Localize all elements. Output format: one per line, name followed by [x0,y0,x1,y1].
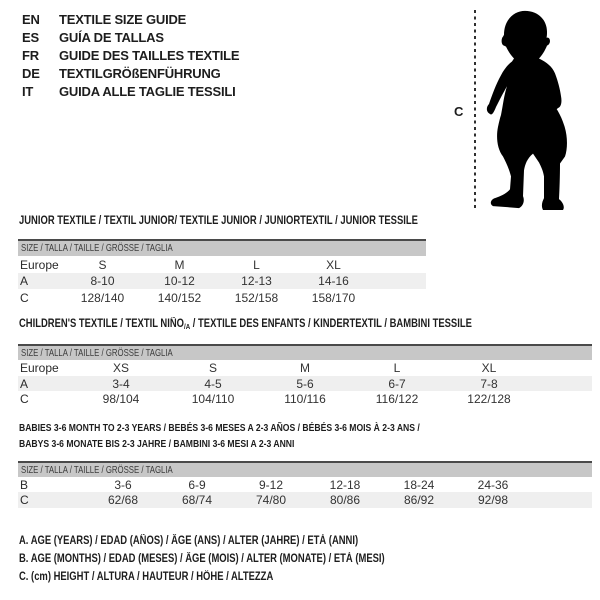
size-cell: M [174,257,185,272]
row-label: C [18,492,86,508]
lang-code: FR [22,48,39,63]
lang-label: GUIDE DES TAILLES TEXTILE [59,48,240,63]
value-cell: 122/128 [467,392,511,406]
size-header-row [18,462,592,477]
value-cell: 3-4 [75,376,167,391]
empty-cell [535,360,592,376]
height-measure-label: C [454,104,464,119]
size-cell: S [208,361,217,375]
size-columns-row [18,256,426,273]
size-header-cell [18,462,592,477]
value-cell: 3-6 [114,477,132,492]
region-label: Europe [20,361,59,375]
empty-cell [372,289,426,306]
size-header-text: SIZE / TALLA / TAILLE / GRÖSSE / TAGLIA [21,464,173,476]
value-cell: 86/92 [382,492,456,508]
babies-title-line2: BABYS 3-6 MONATE BIS 2-3 JAHRE / BAMBINI 3-6 MESI A 2-3 ANNI [19,438,295,450]
junior-title-text: JUNIOR TEXTILE / TEXTIL JUNIOR/ TEXTILE JUNIOR / JUNIORTEXTIL / JUNIOR TESSILE [19,215,418,227]
size-header-text: SIZE / TALLA / TAILLE / GRÖSSE / TAGLIA [21,243,173,254]
lang-label: GUIDA ALLE TAGLIE TESSILI [59,84,236,99]
legend-footnotes [19,532,465,586]
toddler-silhouette-icon [481,2,600,215]
value-cell: 68/74 [160,492,234,508]
row-label: A [18,376,75,391]
junior-section-title [19,215,505,227]
value-cell: 18-24 [403,477,435,492]
value-cell: 110/116 [284,392,326,406]
value-cell: 12-13 [218,273,295,289]
language-title-list [22,11,239,101]
age-row [18,273,426,289]
lang-code: ES [22,30,39,45]
value-cell: 6-7 [351,376,443,391]
size-header-cell [18,345,592,360]
lang-code: EN [22,12,40,27]
children-title-pre: CHILDREN'S TEXTILE / TEXTIL NIÑO [19,318,185,330]
lang-row-it [22,83,239,101]
babies-section-title [19,420,508,452]
value-cell: 158/170 [311,290,356,305]
size-header-row [18,240,426,256]
value-cell: 4-5 [167,376,259,391]
lang-code: DE [22,66,40,81]
value-cell: 8-10 [64,273,141,289]
value-cell: 116/122 [375,392,419,406]
height-row [18,492,592,508]
value-cell: 12-18 [329,477,361,492]
value-cell: 104/110 [191,392,235,406]
size-columns-row [18,360,592,376]
row-label: C [20,290,29,305]
age-row [18,376,592,391]
empty-cell [535,391,592,407]
value-cell: 10-12 [141,273,218,289]
footnote-a-text: A. AGE (YEARS) / EDAD (AÑOS) / ÂGE (ANS) / ALTER (JAHRE) / ETÀ (ANNI) [19,535,359,547]
value-cell: 5-6 [259,376,351,391]
value-cell: 80/86 [308,492,382,508]
value-cell: 9-12 [258,477,284,492]
babies-size-table [18,461,592,508]
lang-row-es [22,29,239,47]
children-title-text [19,318,472,331]
empty-cell [530,477,592,492]
empty-cell [372,256,426,273]
babies-title-line1: BABIES 3-6 MONTH TO 2-3 YEARS / BEBÉS 3-6 MESES A 2-3 AÑOS / BÉBÉS 3-6 MOIS À 2-3 ANS / [19,422,420,434]
size-header-text: SIZE / TALLA / TAILLE / GRÖSSE / TAGLIA [21,347,173,359]
height-figure [440,0,600,215]
size-cell: L [253,257,260,272]
value-cell: 24-36 [477,477,509,492]
value-cell: 14-16 [295,273,372,289]
lang-label: GUÍA DE TALLAS [59,30,164,45]
footnote-b [19,550,465,568]
region-label: Europe [20,257,59,272]
value-cell: 128/140 [80,290,125,305]
children-section-title [19,318,571,331]
children-size-table [18,344,592,407]
row-label: A [18,273,64,289]
height-row [18,289,426,306]
value-cell: 6-9 [188,477,206,492]
junior-size-table [18,239,426,306]
lang-row-de [22,65,239,83]
row-label: C [20,392,29,406]
footnote-c [19,568,465,586]
value-cell: 7-8 [443,376,535,391]
value-cell: 140/152 [157,290,202,305]
junior-table-wrap [18,239,426,306]
lang-row-en [22,11,239,29]
row-label: B [20,477,29,492]
footnote-c-text: C. (cm) HEIGHT / ALTURA / HAUTEUR / HÖHE / ALTEZZA [19,571,274,583]
lang-row-fr [22,47,239,65]
size-cell: XL [326,257,341,272]
empty-cell [372,273,426,289]
footnote-a [19,532,465,550]
lang-label: TEXTILGRÖßENFÜHRUNG [59,66,221,81]
lang-code: IT [22,84,34,99]
size-header-row [18,345,592,360]
lang-label: TEXTILE SIZE GUIDE [59,12,187,27]
size-header-cell [18,240,426,256]
children-table-wrap [18,344,592,407]
height-measure-line [474,10,476,209]
size-cell: XS [112,361,129,375]
value-cell: 62/68 [86,492,160,508]
babies-table-wrap [18,461,592,508]
age-months-row [18,477,592,492]
size-cell: S [98,257,107,272]
empty-cell [535,376,592,391]
height-row [18,391,592,407]
value-cell: 74/80 [234,492,308,508]
children-title-sub: /A [184,322,191,331]
value-cell: 92/98 [456,492,530,508]
empty-cell [530,492,592,508]
children-title-post: / TEXTILE DES ENFANTS / KINDERTEXTIL / BAMBINI TESSILE [190,318,472,330]
value-cell: 152/158 [234,290,279,305]
size-cell: L [393,361,401,375]
footnote-b-text: B. AGE (MONTHS) / EDAD (MESES) / ÂGE (MOIS) / ALTER (MONATE) / ETÀ (MESI) [19,553,385,565]
size-cell: XL [481,361,497,375]
size-cell: M [300,361,310,375]
value-cell: 98/104 [102,392,140,406]
